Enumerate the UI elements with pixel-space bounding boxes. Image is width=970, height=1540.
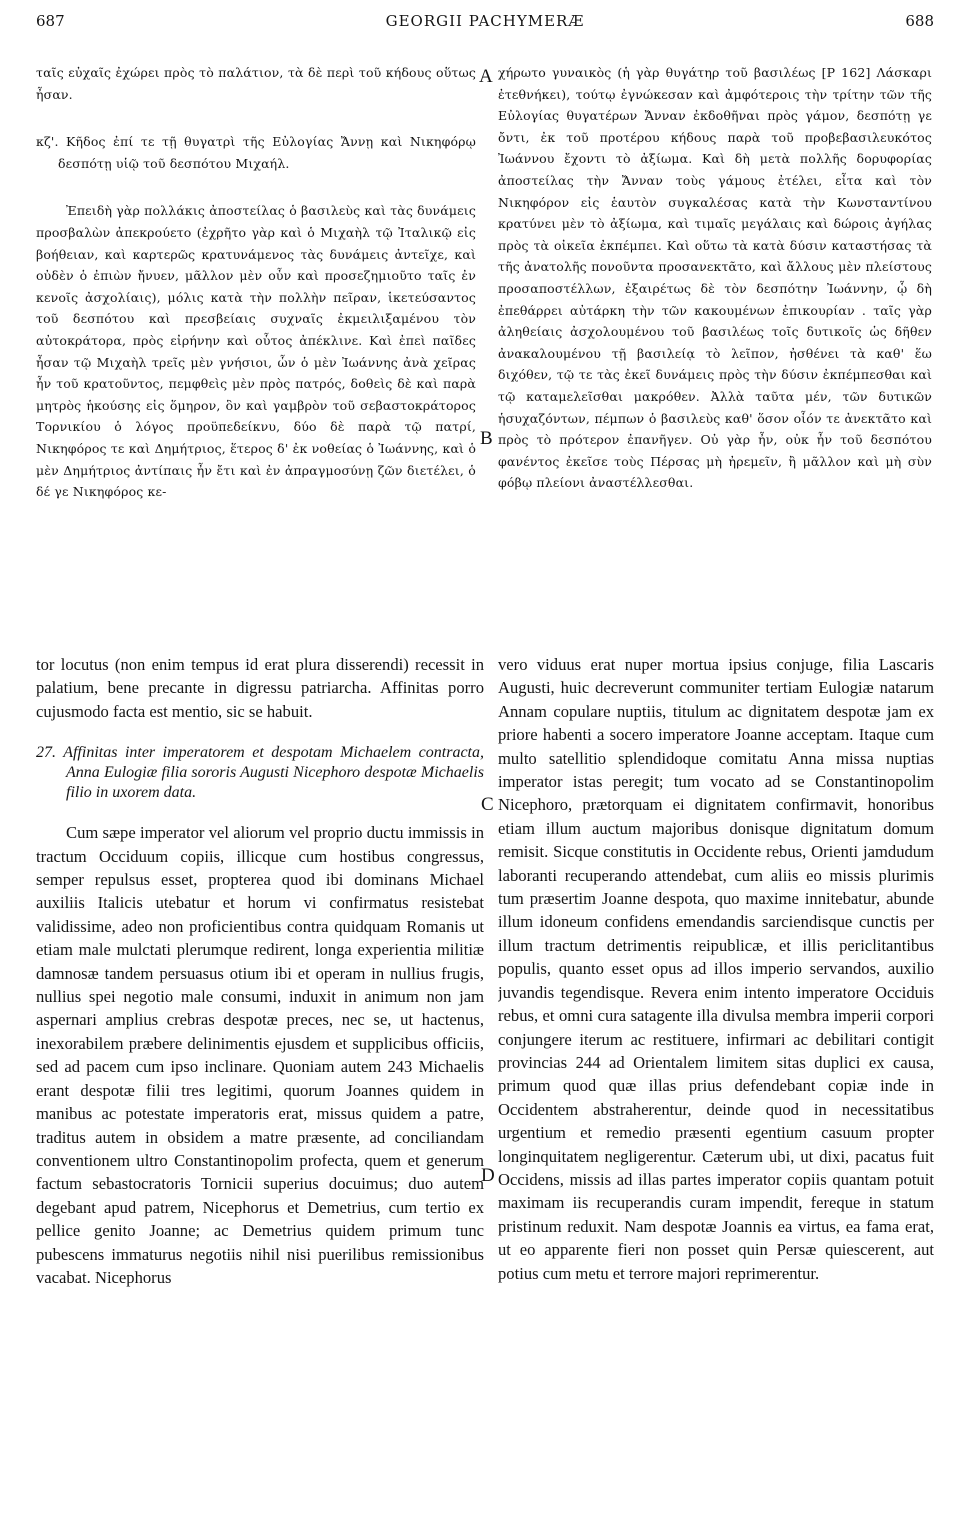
greek-text-left-column [36,62,476,642]
latin-paragraph: Cum sæpe imperator vel aliorum vel proprio ductu immissis in tractum Occiduum copiis, illicque cum hostibus congressus, semper repulsus esset, propterea quod ibi dominans Michael auxiliis Italicis utebatur et horum vi confirmatus resistebat validissime, adeo non proficientibus contra quidquam Romanis ut etiam male mulctati plerumque redirent, longa experientia militiæ damnosæ tandem persuasus otium ibi et operam in nullius frugis, nullius spei negotio male consumi, induxit in animum non jam aspernari amplius crebras despotæ preces, nec se, ut hactenus, inexorabilem præbere delinimentis ejusdem et supplicibus officiis, sed ad pacem cum ipso inclinare. Quoniam autem 243 Michaelis erant despotæ filii tres legitimi, quorum Joannes quidem in manibus ac potestate imperatoris erat, missus quidem a patre, traditus autem in obsidem a matre præsente, ad conciliandam conventionem ultro Constantinopolim profecta, quem et generum factum sebastocratoris Tornicii superius docuimus; duo autem degebant apud patrem, Nicephorus et Demetrius, cum tertio ex pellice genito Joanne; ac Demetrius quidem primum tunc pubescens immaturus negotiis nihil nisi puerilibus remissionibus vacabat. Nicephorus [36,823,484,1287]
margin-marker-b: B [480,428,493,449]
margin-marker-c: C [481,794,494,815]
greek-chapter-heading: κζ'. Κῆδος ἐπί τε τῇ θυγατρὶ τῆς Εὐλογίας Ἄννῃ καὶ Νικηφόρῳ δεσπότῃ υἱῷ τοῦ δεσπότου Μιχαήλ. [36,134,476,171]
left-page-number: 687 [36,12,65,30]
latin-text-right-column [498,653,934,1483]
greek-paragraph: Ἐπειδὴ γὰρ πολλάκις ἀποστείλας ὁ βασιλεὺς καὶ τὰς δυνάμεις προσβαλὼν ἀπεκρούετο (ἐχρῆτο γὰρ καὶ ὁ Μιχαὴλ τῷ Ἰταλικῷ εἰς βοήθειαν, καὶ καρτερῶς κρατυνάμενος τὰς δυνάμεις ἀντεῖχε, καὶ οὐδὲν ὁ ἐπιὼν ἤνυεν, μᾶλλον μὲν οὖν καὶ προσεζημιοῦτο ταῖς ἐν κενοῖς ἀσχολίαις), μόλις κατὰ τὴν πολλὴν πεῖραν, ἱκετεύσαντος τοῦ δεσπότου καὶ πρεσβείαις συχναῖς ἐκμειλιξαμένου τὸν αὐτοκράτορα, πρὸς εἰρήνην καὶ οὗτος ἀπέκλινε. Καὶ ἐπεὶ παῖδες ἦσαν τῷ Μιχαὴλ τρεῖς μὲν γνήσιοι, ὧν ὁ μὲν Ἰωάννης ἀνὰ χεῖρας ἦν τοῦ κρατοῦντος, πεμφθεὶς μὲν πρὸς πατρός, δοθεὶς δὲ καὶ παρὰ μητρὸς ἡκούσης εἰς ὅμηρον, ὃν καὶ γαμβρὸν τοῦ σεβαστοκράτορος Τορνικίου ὁ λόγος προϋπεδείκνυ, δύο δὲ παρὰ τῷ πατρί, Νικηφόρος τε καὶ Δημήτριος, ἕτερος δ' ἐκ νοθείας ὁ Ἰωάννης, καὶ ὁ μὲν Δημήτριος ἀντίπαις ἦν ἔτι καὶ ἐν ἀπραγμοσύνῃ ζῶν διετέλει, ὁ δέ γε Νικηφόρος κε- [36,203,476,500]
latin-chapter-heading: 27. Affinitas inter imperatorem et despotam Michaelem contracta, Anna Eulogiæ filia sororis Augusti Nicephoro despotæ Michaelis filio in uxorem data. [36,744,484,802]
greek-paragraph: ταῖς εὐχαῖς ἐχώρει πρὸς τὸ παλάτιον, τὰ δὲ περὶ τοῦ κήδους οὕτως ἦσαν. [36,65,476,102]
right-page-number: 688 [905,12,934,30]
greek-text-right-column [498,62,932,642]
running-header [36,6,934,36]
latin-text-left-column [36,653,484,1483]
greek-paragraph: χήρωτο γυναικὸς (ἡ γὰρ θυγάτηρ τοῦ βασιλέως [P 162] Λάσκαρι ἐτεθνήκει), τούτῳ ἐγνώκεσαν καὶ ἀμφότεροις τὴν τρίτην τῶν τῆς Εὐλογίας θυγατέρων Ἄνναν ἐκδοθῆναι πρὸς γάμον, δεσπότῃ γε ὄντι, ἐκ τοῦ προτέρου κήδους παρὰ τοῦ προβεβασιλευκότος Ἰωάννου ἔχοντι τὸ ἀξίωμα. Καὶ δὴ μετὰ πολλῆς δορυφορίας ἀποστείλας τὴν Ἄνναν τοὺς γάμους ἐτέλει, εἶτα καὶ τὸν Νικηφόρον εἰς ἑαυτὸν συγκαλέσας κατὰ τὴν Κωνσταντίνου κρατύνει μὲν τὸ ἀξίωμα, καὶ τιμαῖς μεγάλαις καὶ δώροις ἀγήλας πρὸς τὰ οἰκεῖα ἐκπέμπει. Καὶ οὕτω τὰ κατὰ δύσιν καταστήσας τὰ τῆς ἀνατολῆς πονοῦντα προσανεκτᾶτο, καὶ ἄλλους μὲν πλείστους προσαποστέλλων, ἐξαιρέτως δὲ τὸν δεσπότην Ἰωάννην, ᾧ δὴ ἐπεθάρρει αὐτάρκη τὴν τῶν κακουμένων ἐπικουρίαν . ταῖς γὰρ ἀληθείαις ἀσχολουμένου τοῦ βασιλέως τοῖς δυτικοῖς ὡς δῆθεν ἀνακαλουμένου τῇ βασιλείᾳ τὸ λεῖπον, ἠσθένει τὰ καθ' ἕω διχόθεν, τῷ τε τὰς ἐκεῖ δυνάμεις πρὸς τὴν δύσιν ἐκπέμπεσθαι καὶ τῷ καταμελεῖσθαι μακρόθεν. Ἀλλὰ ταῦτα μέν, τῶν δυτικῶν ἡσυχαζόντων, πέμπων ὁ βασιλεὺς καθ' ὅσον οἷόν τε ἀνεκτᾶτο καὶ πρὸς τὸ πρότερον ἐπανῆγεν. Οὐ γὰρ ἦν, οὐκ ἦν τοῦ δεσπότου φανέντος ἐκεῖσε τοὺς Πέρσας μὴ ἠρεμεῖν, ἢ μᾶλλον καὶ μὴ σὺν φόβῳ πλείονι ἀναστέλλεσθαι. [498,65,932,491]
margin-marker-a: A [479,66,493,87]
margin-marker-d: D [481,1165,495,1186]
latin-paragraph: tor locutus (non enim tempus id erat plura disserendi) recessit in palatium, bene precante in digressu patriarcha. Affinitas porro cujusmodo facta est mentio, sic se habuit. [36,655,484,721]
running-title: GEORGII PACHYMERÆ [385,12,585,30]
latin-paragraph: vero viduus erat nuper mortua ipsius conjuge, filia Lascaris Augusti, huic decreverunt communiter tertiam Eulogiæ natarum Annam copulare nuptiis, titulum ac dignitatem despotæ jam ex priore habenti a socero imperatore Joanne acceptam. Itaque cum multo satellitio splendidoque comitatu Anna missa nuptias imperator istas peregit; tum vocato ad se Constantinopolim Nicephoro, prætorquam ei dignitatem confirmavit, honoribus etiam illum auctum majoribus donisque dignitatum domum remisit. Sicque constitutis in Occidente rebus, Orienti jamdudum laboranti recuperando attendebat, cum aliis eo missis plurimis tum præsertim Joanne despota, quo maxime innitebatur, abunde illum idoneum confidens emendandis sarciendisque cunctis per illum tractum detrimentis reipublicæ, et illis periclitantibus populis, quanto esset opus ad illos imperio servandos, auxilio juvandis tegendisque. Revera enim intento imperatore Occiduis rebus, et omni cura satagente illa divulsa membra imperii corpori conjungere iterum ac restituere, infirmari ac debilitari contigit provincias 244 ad Orientalem limitem sitas duplici ex causa, primum quod quæ illas prius defendebant copiæ inde in Occidentem abstraherentur, deinde quod in necessitatibus urgentium et remedio præsenti egentium casuum propter longinquitatem negligerentur. Cæterum ubi, ut dixi, pacatus fuit Occidens, missis ad illas partes imperator copiis quantam potuit maximam iis recuperandis curam impendit, fereque in statum pristinum reduxit. Nam despotæ Joannis ea virtus, ea fama erat, ut eo apparente fieri non posset quin Persæ quiescerent, aut potius cum metu et terrore majori reprimerentur. [498,655,934,1283]
